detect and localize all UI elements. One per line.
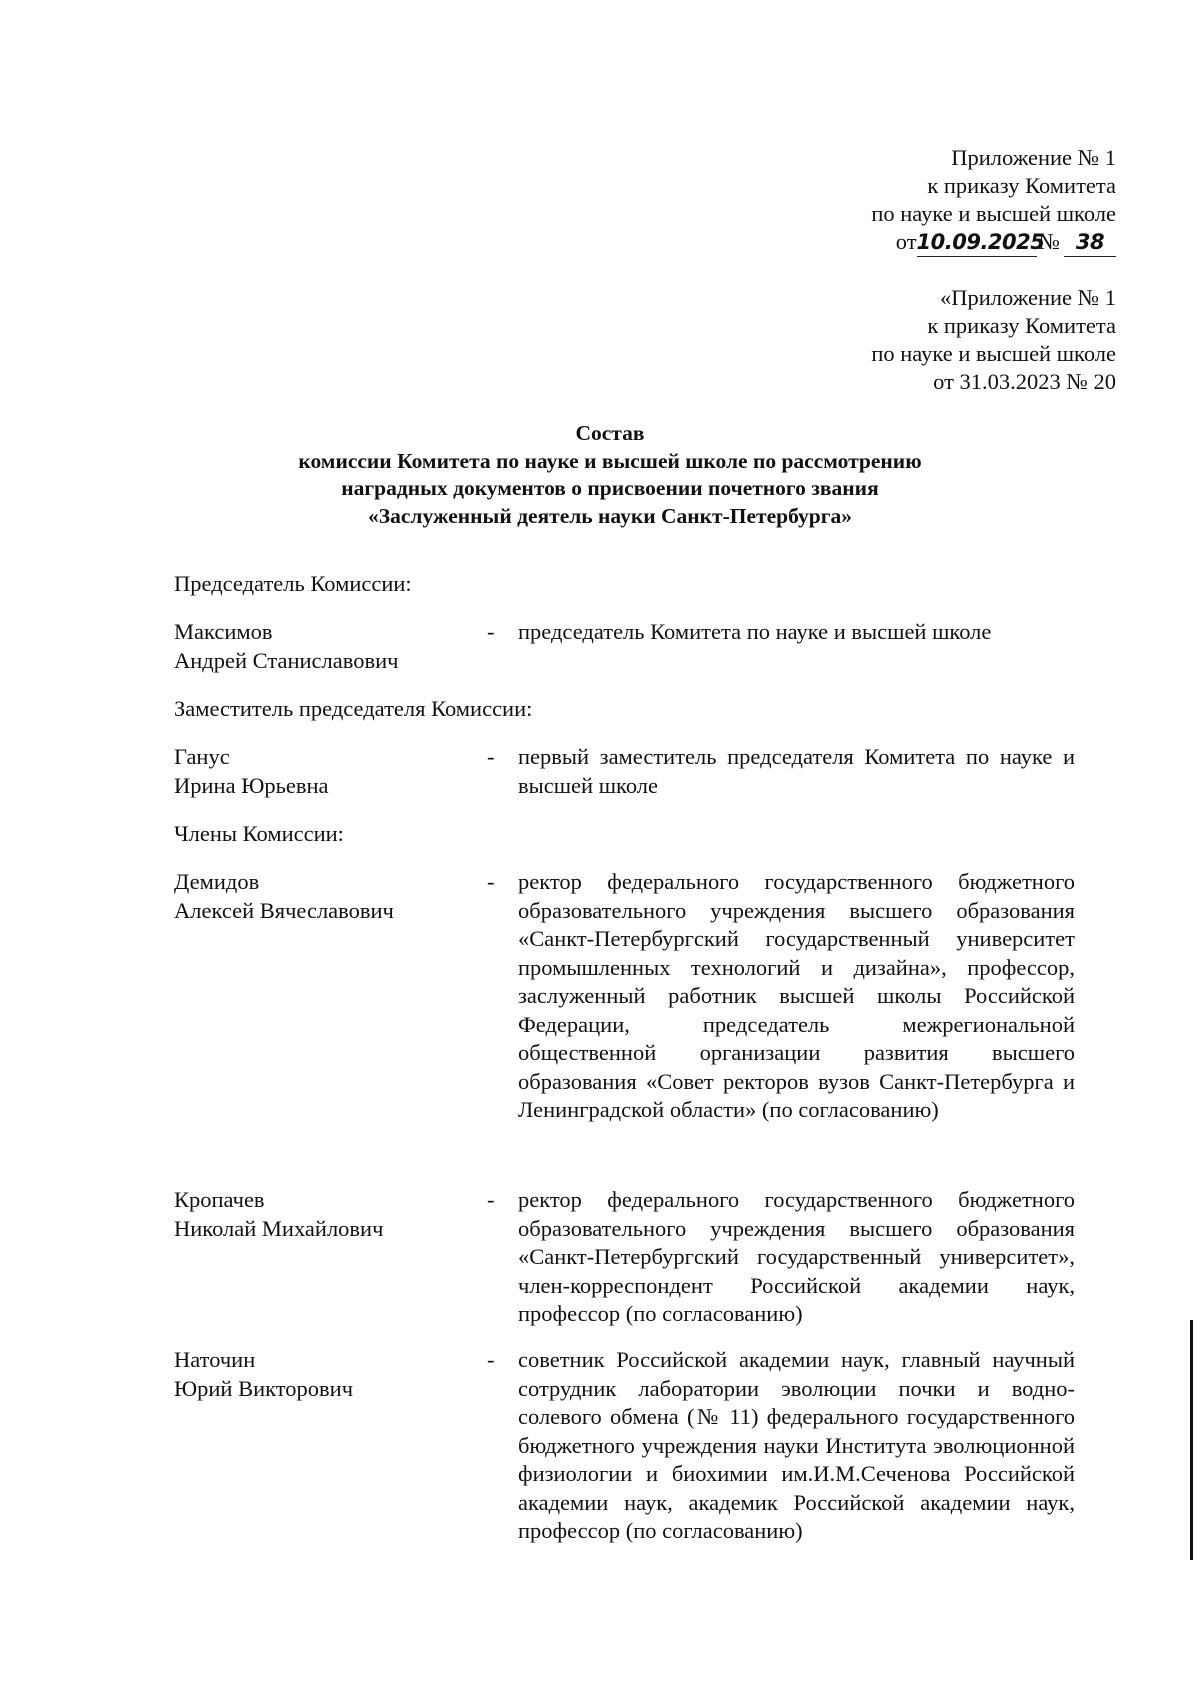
member-name (174, 1346, 474, 1403)
prev-appendix-committee: по науке и высшей школе (871, 341, 1116, 366)
appendix-order-ref: к приказу Комитета (927, 173, 1116, 198)
member-name (174, 618, 474, 675)
appendix-header-current (871, 144, 1116, 257)
member-surname: Демидов (174, 869, 260, 894)
member-name (174, 1186, 474, 1243)
member-dash: - (487, 1347, 495, 1372)
title-line-4: «Заслуженный деятель науки Санкт-Петербурга» (367, 503, 852, 528)
title-line-2: комиссии Комитета по науке и высшей школе по рассмотрению (298, 448, 922, 473)
member-name (174, 868, 474, 925)
handwritten-date: 10.09.2025 (917, 228, 1037, 257)
member-given-names: Алексей Вячеславович (174, 897, 394, 923)
member-dash: - (487, 744, 495, 769)
prev-appendix-label: «Приложение № 1 (940, 285, 1116, 310)
section-members: Члены Комиссии: (174, 821, 344, 846)
member-dash: - (487, 869, 495, 894)
member-name (174, 743, 474, 800)
member-given-names: Ирина Юрьевна (174, 772, 329, 798)
document-title (170, 420, 1050, 530)
member-surname: Наточин (174, 1347, 256, 1372)
section-deputy: Заместитель председателя Комиссии: (174, 696, 533, 721)
member-dash: - (487, 1187, 495, 1212)
section-chair: Председатель Комиссии: (174, 571, 412, 596)
appendix-committee: по науке и высшей школе (871, 201, 1116, 226)
member-given-names: Юрий Викторович (174, 1375, 354, 1401)
member-surname: Кропачев (174, 1187, 265, 1212)
member-given-names: Николай Михайлович (174, 1215, 384, 1241)
number-prefix: № (1038, 229, 1060, 254)
scan-edge-mark (1190, 1320, 1193, 1560)
member-surname: Ганус (174, 744, 230, 769)
member-description: председатель Комитета по науке и высшей школе (518, 619, 992, 644)
member-description: первый заместитель председателя Комитета по науке и высшей школе (518, 744, 1075, 798)
title-line-3: наградных документов о присвоении почетного звания (341, 476, 879, 500)
appendix-label: Приложение № 1 (951, 145, 1116, 170)
prev-appendix-date: от 31.03.2023 № 20 (933, 369, 1116, 394)
prev-appendix-order-ref: к приказу Комитета (927, 313, 1116, 338)
handwritten-number: 38 (1064, 228, 1116, 257)
appendix-date-line (871, 228, 1116, 257)
date-prefix: от (895, 229, 917, 254)
member-description: советник Российской академии наук, главный научный сотрудник лаборатории эволюции почки и водно-солевого обмена (№ 11) федерального государственного бюджетного учреждения науки Института эволюционной физиологии и биохимии им.И.М.Сеченова Российской академии наук, академик Российской академии наук, профессор (по согласованию) (518, 1347, 1075, 1543)
member-dash: - (487, 619, 495, 644)
title-line-1: Состав (575, 421, 645, 445)
member-surname: Максимов (174, 619, 273, 644)
member-description: ректор федерального государственного бюджетного образовательного учреждения высшего образования «Санкт-Петербургский государственный университет», член-корреспондент Российской академии наук, профессор (по согласованию) (518, 1187, 1075, 1326)
appendix-header-previous (871, 284, 1116, 396)
member-description: ректор федерального государственного бюджетного образовательного учреждения высшего образования «Санкт-Петербургский государственный университет промышленных технологий и дизайна», профессор, заслуженный работник высшей школы Российской Федерации, председатель межрегиональной общественной организации развития высшего образования «Совет ректоров вузов Санкт-Петербурга и Ленинградской области» (по согласованию) (518, 869, 1075, 1122)
member-given-names: Андрей Станиславович (174, 647, 399, 673)
